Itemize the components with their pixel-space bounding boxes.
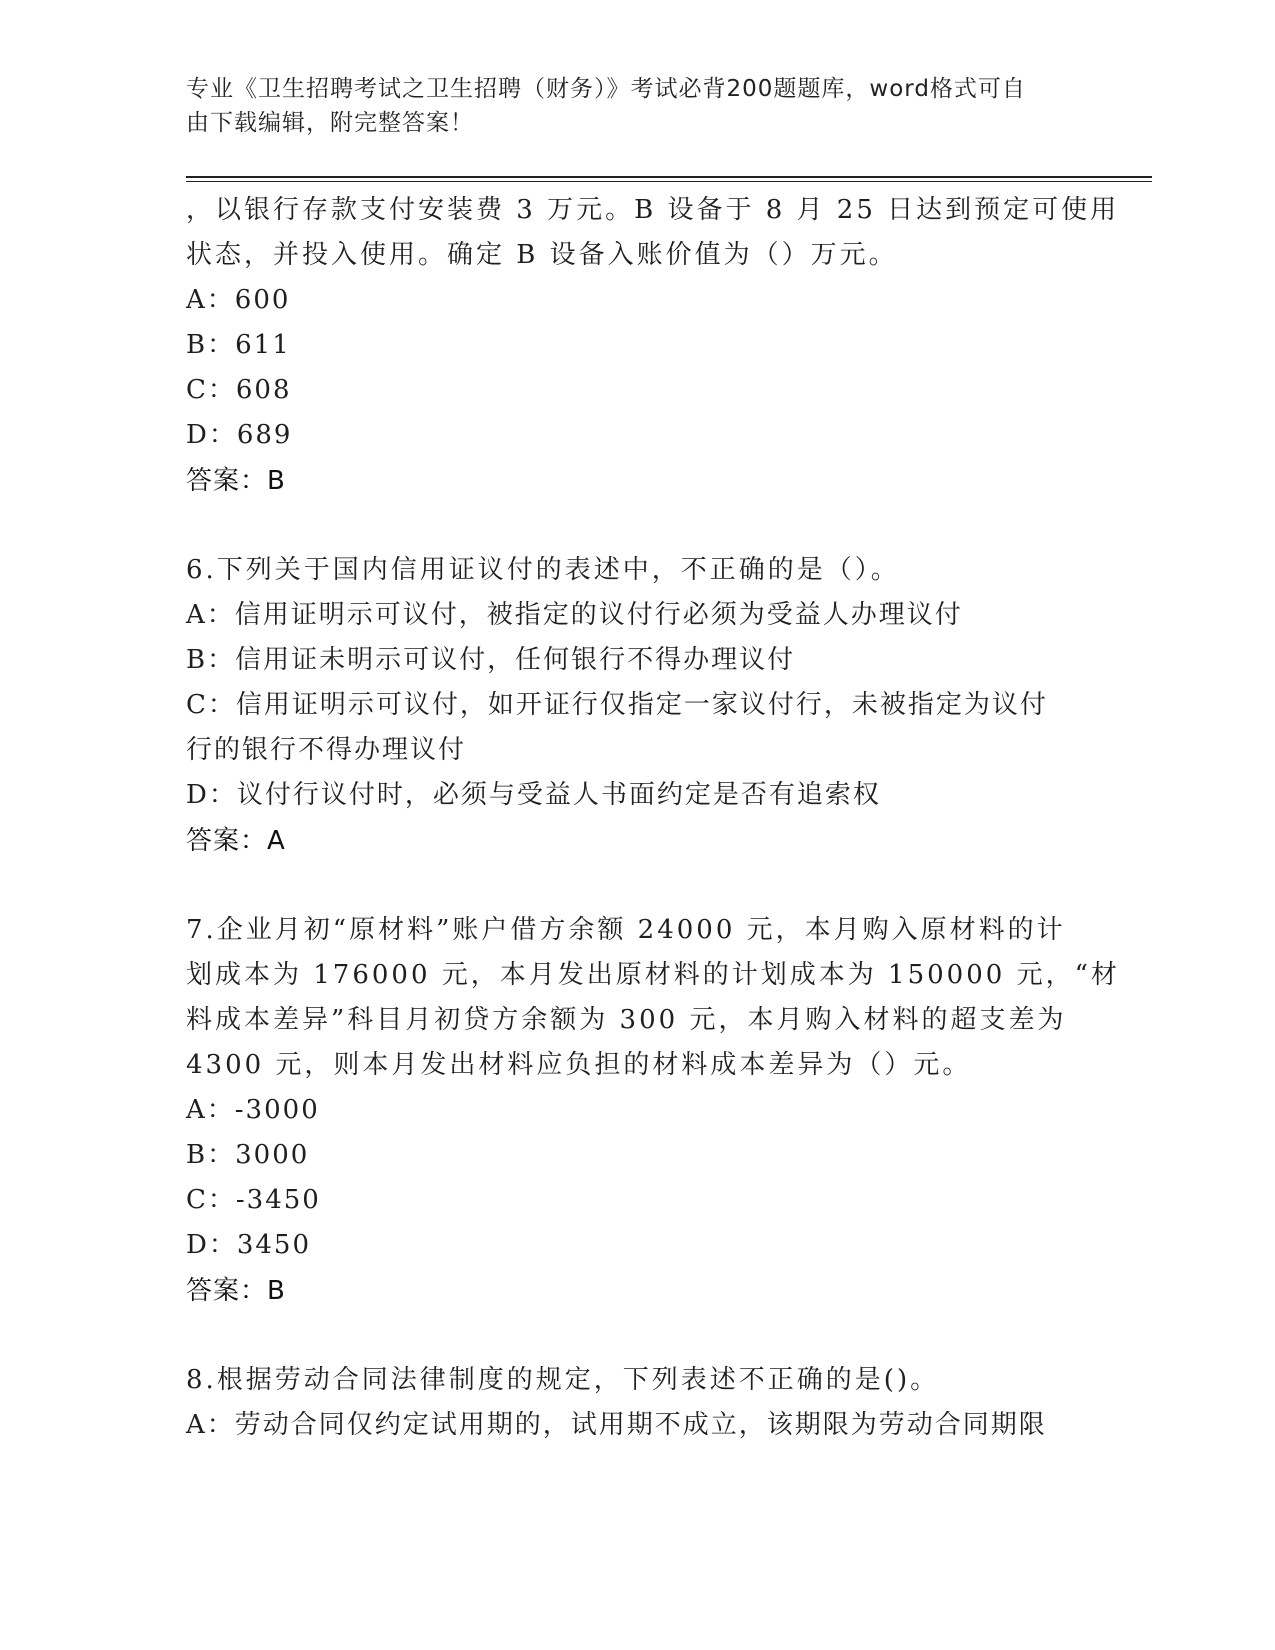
- question-5-continued: [186, 188, 1120, 504]
- question-6-option-d: D：议付行议付时，必须与受益人书面约定是否有追索权: [186, 780, 881, 810]
- question-8-stem: 8.根据劳动合同法律制度的规定，下列表述不正确的是()。: [186, 1365, 940, 1395]
- question-7-option-a: A：-3000: [186, 1095, 320, 1125]
- spacer: [186, 864, 1086, 908]
- question-5-option-d: D：689: [186, 420, 293, 450]
- question-6-option-a: A：信用证明示可议付，被指定的议付行必须为受益人办理议付: [186, 600, 963, 630]
- spacer: [186, 504, 1086, 548]
- question-7-stem-line-3: 料成本差异”科目月初贷方余额为 300 元，本月购入材料的超支差为: [186, 1005, 1067, 1035]
- question-5-stem-line-2: 状态，并投入使用。确定 B 设备入账价值为（）万元。: [186, 240, 898, 270]
- question-6-option-c-line-2: 行的银行不得办理议付: [186, 735, 467, 765]
- question-5-answer: 答案：B: [186, 466, 286, 496]
- question-7-stem-line-4: 4300 元，则本月发出材料应负担的材料成本差异为（）元。: [186, 1050, 972, 1080]
- question-6-answer: 答案：A: [186, 826, 286, 856]
- question-8-option-a: A：劳动合同仅约定试用期的，试用期不成立，该期限为劳动合同期限: [186, 1410, 1047, 1440]
- question-7-stem-line-1: 7.企业月初“原材料”账户借方余额 24000 元，本月购入原材料的计: [186, 915, 1066, 945]
- question-7-option-b: B：3000: [186, 1140, 310, 1170]
- question-8: [186, 1358, 1086, 1448]
- question-6-option-c-line-1: C：信用证明示可议付，如开证行仅指定一家议付行，未被指定为议付: [186, 690, 1048, 720]
- question-list: [186, 188, 1120, 1448]
- question-7-stem-line-2: 划成本为 176000 元，本月发出原材料的计划成本为 150000 元，“材: [186, 960, 1120, 990]
- header-divider-thick: [186, 176, 1152, 178]
- question-6: [186, 548, 1086, 864]
- spacer: [186, 1314, 1086, 1358]
- question-6-option-b: B：信用证未明示可议付，任何银行不得办理议付: [186, 645, 796, 675]
- header-title-line-1: 专业《卫生招聘考试之卫生招聘（财务）》考试必背200题题库，word格式可自: [186, 76, 1026, 102]
- question-7-answer: 答案：B: [186, 1276, 286, 1306]
- question-6-stem: 6.下列关于国内信用证议付的表述中，不正确的是（）。: [186, 555, 900, 585]
- question-7-option-c: C：-3450: [186, 1185, 321, 1215]
- question-5-stem-line-1: ，以银行存款支付安装费 3 万元。B 设备于 8 月 25 日达到预定可使用: [186, 195, 1120, 225]
- question-7: [186, 908, 1120, 1314]
- question-7-option-d: D：3450: [186, 1230, 312, 1260]
- question-5-option-b: B：611: [186, 330, 291, 360]
- question-5-option-a: A：600: [186, 285, 291, 315]
- document-header: [186, 72, 1066, 140]
- header-title-line-2: 由下载编辑，附完整答案！: [186, 110, 474, 136]
- question-5-option-c: C：608: [186, 375, 292, 405]
- header-divider-thin: [186, 181, 1152, 182]
